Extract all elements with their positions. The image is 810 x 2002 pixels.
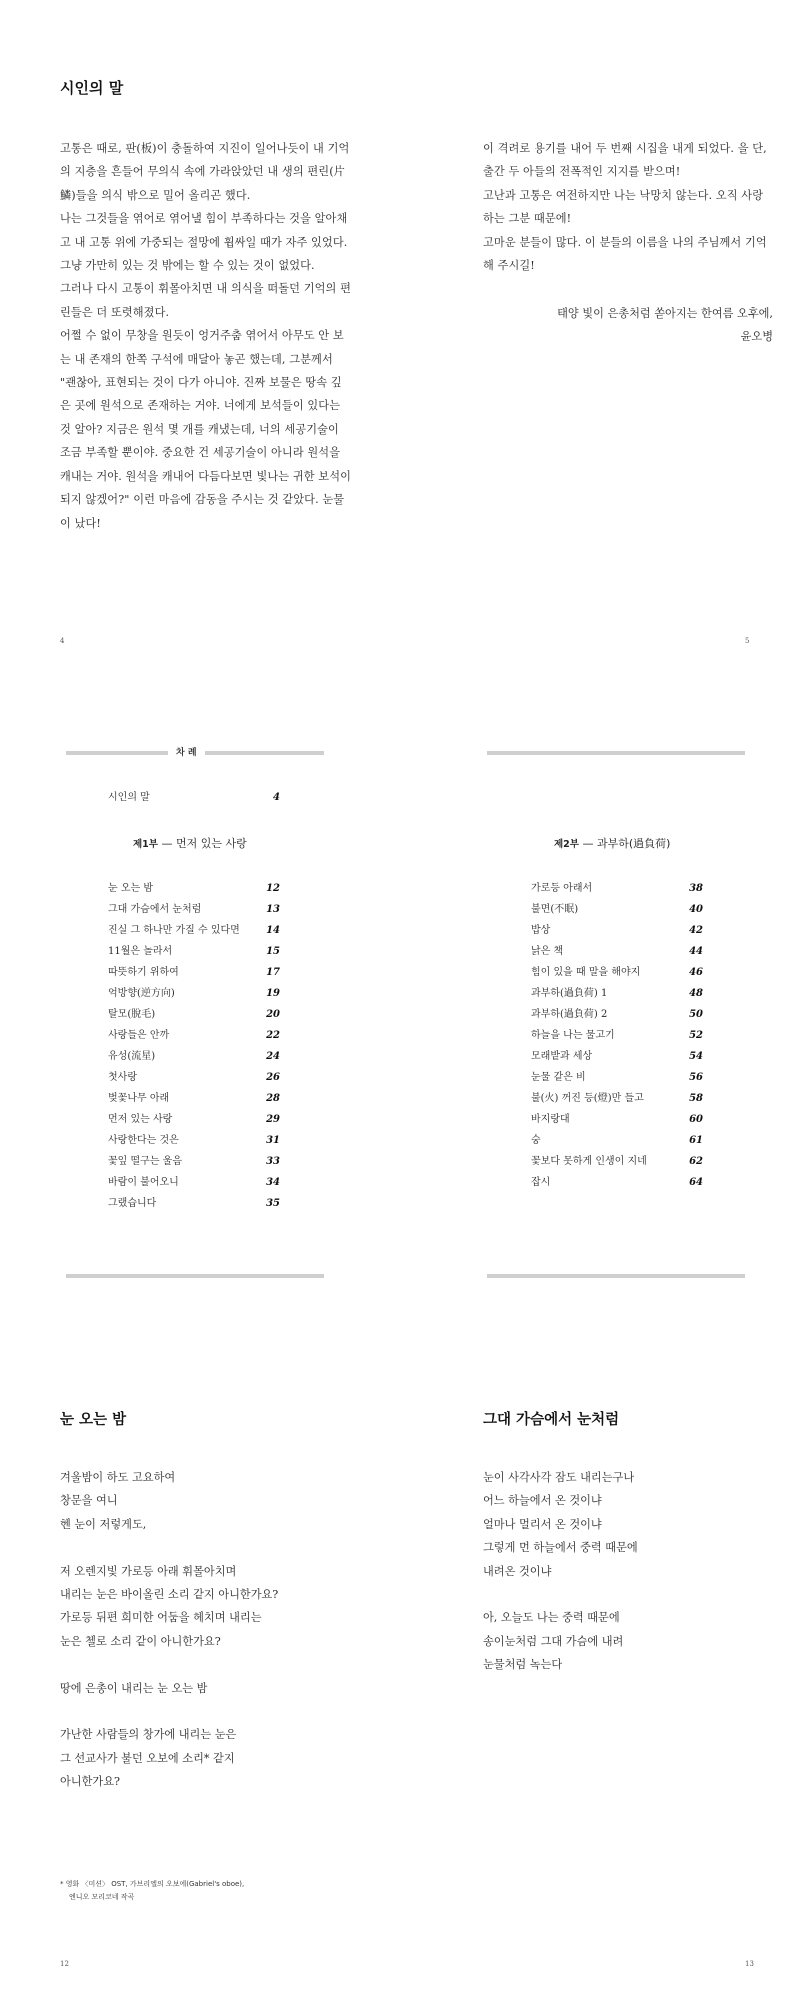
footnote (60, 1878, 360, 1904)
toc-entry-page: 44 (689, 946, 703, 957)
toc-entry[interactable] (108, 1088, 280, 1109)
poem-line: 아니한가요? (60, 1775, 121, 1789)
part-number: 제1부 (133, 839, 158, 850)
preface-left-page (0, 0, 405, 700)
toc-entry-title: 과부하(過負荷) 2 (531, 1009, 608, 1020)
toc-entry[interactable] (108, 899, 280, 920)
part-title: 먼저 있는 사랑 (175, 837, 247, 850)
poem-line: 땅에 은총이 내리는 눈 오는 밤 (60, 1681, 208, 1695)
toc-entry-page: 50 (689, 1009, 703, 1020)
toc-entry-title: 밥상 (531, 925, 551, 936)
paragraph: 이 격려로 용기를 내어 두 번째 시집을 내게 되었다. 을 단, 출간 두 아들의 전폭적인 지지를 받으며! (483, 142, 767, 179)
paragraph: 나는 그것들을 엮어로 엮어낼 힘이 부족하다는 것을 알아채고 내 고통 위에 가중되는 절망에 휩싸일 때가 자주 있었다. (60, 212, 348, 249)
toc-entry[interactable] (108, 1067, 280, 1088)
toc-entry-page: 62 (689, 1156, 703, 1167)
toc-entry[interactable] (531, 983, 703, 1004)
toc-entry-page: 19 (266, 988, 280, 999)
toc-entry-page: 54 (689, 1051, 703, 1062)
paragraph: 고난과 고통은 여전하지만 나는 낙망치 않는다. 오직 사랑하는 그분 때문에! (483, 188, 764, 226)
poem-right-page (405, 1340, 810, 2002)
poem-body (60, 1466, 360, 1793)
preface-title: 시인의 말 (60, 79, 124, 97)
toc-entry-page: 56 (689, 1072, 703, 1083)
toc-entry-page: 29 (266, 1114, 280, 1125)
poem-line: 아, 오늘도 나는 중력 때문에 (483, 1611, 620, 1625)
poem-title: 눈 오는 밤 (60, 1412, 127, 1428)
toc-entry-page: 14 (266, 925, 280, 936)
toc-entry-page: 22 (266, 1030, 280, 1041)
toc-entry-title: 바람이 불어오니 (108, 1177, 179, 1188)
toc-entry[interactable] (531, 920, 703, 941)
toc-right-page (405, 700, 810, 1340)
part-dash: — (161, 837, 173, 850)
toc-entry-title: 벚꽃나무 아래 (108, 1093, 170, 1104)
toc-entry-title: 억방향(逆方向) (108, 988, 175, 999)
page-number: 5 (745, 637, 750, 645)
poem-line: 어느 하늘에서 온 것이냐 (483, 1494, 602, 1508)
poem-line: 저 오렌지빛 가로등 아래 휘몰아치며 (60, 1564, 237, 1578)
toc-entry[interactable] (108, 1109, 280, 1130)
toc-entry-page: 4 (273, 792, 280, 803)
toc-entry-title: 그대 가슴에서 눈처럼 (108, 904, 202, 915)
toc-entry-title: 사랑한다는 것은 (108, 1135, 179, 1146)
toc-entry-title: 탈모(脫毛) (108, 1009, 156, 1020)
poem-line: 가난한 사람들의 창가에 내리는 눈은 (60, 1728, 237, 1742)
preface-signature (483, 302, 773, 349)
toc-entry-title: 잡시 (531, 1177, 551, 1188)
toc-entry[interactable] (108, 1004, 280, 1025)
toc-entry[interactable] (531, 1067, 703, 1088)
poem-body (483, 1466, 783, 1677)
toc-entry-title: 과부하(過負荷) 1 (531, 988, 608, 999)
poem-line: 창문을 여니 (60, 1494, 118, 1508)
toc-entry-title: 불면(不眠) (531, 904, 579, 915)
toc-entry-page: 52 (689, 1030, 703, 1041)
page-number: 13 (745, 1960, 754, 1968)
footnote-text: 영화 〈미션〉 OST, 가브리엘의 오보에(Gabriel's oboe), (65, 1880, 245, 1888)
part-dash: — (582, 837, 594, 850)
toc-entry[interactable] (531, 1130, 703, 1151)
toc-entry-page: 26 (266, 1072, 280, 1083)
paragraph: 그냥 가만히 있는 것 밖에는 할 수 있는 것이 없었다. (60, 259, 315, 273)
preface-spread (0, 0, 810, 700)
toc-entry-title: 낡은 책 (531, 946, 564, 957)
footnote-mark: * (60, 1880, 64, 1888)
toc-entry-title: 유성(流星) (108, 1051, 156, 1062)
toc-entry-title: 가로등 아래서 (531, 883, 593, 894)
toc-entry-page: 64 (689, 1177, 703, 1188)
toc-entry[interactable] (108, 1130, 280, 1151)
paragraph: 어쩔 수 없이 무창을 원듯이 엉거주춤 엮어서 아무도 안 보는 내 존재의 한쪽 구석에 매달아 놓곤 했는데, 그분께서 "괜찮아, 표현되는 것이 다가 아니야. 진짜 보물은 땅속 깊은 곳에 원석으로 존재하는 거야. 너에게 보석들이 있다는 것 알아? 지금은 원석 몇 개를 캐냈는데, 너의 세공기술이 조금 부족할 뿐이야. 중요한 건 세공기술이 아니라 원석을 캐내는 거야. 원석을 캐내어 다듬다보면 빛나는 귀한 보석이 되지 않겠어?" 이런 마음에 감동을 주시는 것 같았다. 눈물이 났다! (60, 329, 352, 530)
toc-entry-title: 바지랑대 (531, 1114, 570, 1125)
toc-entry-page: 12 (266, 883, 280, 894)
toc-entry-title: 사랑들은 안까 (108, 1030, 170, 1041)
toc-entry-page: 40 (689, 904, 703, 915)
toc-entry-page: 38 (689, 883, 703, 894)
poem-left-page (0, 1340, 405, 2002)
poem-line: 내리는 눈은 바이올린 소리 같지 아니한가요? (60, 1587, 279, 1601)
toc-entry-title: 눈물 같은 비 (531, 1072, 586, 1083)
toc-entry-title: 모래밭과 세상 (531, 1051, 593, 1062)
poems-spread (0, 1340, 810, 2002)
toc-entry-title: 꽃보다 못하게 인생이 지네 (531, 1156, 647, 1167)
toc-entry-title: 눈 오는 밤 (108, 883, 153, 894)
poem-line: 가로등 뒤편 희미한 어둠을 헤치며 내리는 (60, 1611, 262, 1625)
toc-entry[interactable] (531, 1172, 703, 1193)
toc-entry-title: 시인의 말 (108, 792, 150, 803)
toc-entry-page: 13 (266, 904, 280, 915)
toc-entry[interactable] (531, 941, 703, 962)
toc-entry-title: 힘이 있을 때 말을 해야지 (531, 967, 641, 978)
poem-title: 그대 가슴에서 눈처럼 (483, 1412, 620, 1428)
toc-entry-page: 34 (266, 1177, 280, 1188)
toc-entry[interactable] (108, 1151, 280, 1172)
toc-entry[interactable] (108, 1025, 280, 1046)
paragraph: 고통은 때로, 판(板)이 충돌하여 지진이 일어나듯이 내 기억의 지층을 흔들어 무의식 속에 가라앉았던 내 생의 편린(片鱗)들을 의식 밖으로 밀어 올리곤 했다. (60, 142, 350, 202)
toc-entry[interactable] (531, 1088, 703, 1109)
part1-heading (133, 835, 247, 851)
poem-line: 눈물처럼 녹는다 (483, 1658, 563, 1672)
part2-heading (554, 835, 670, 851)
toc-entry-page: 61 (689, 1135, 703, 1146)
preface-left-text (60, 137, 352, 535)
toc-entry[interactable] (531, 1025, 703, 1046)
page-number: 4 (60, 637, 65, 645)
toc-entry[interactable] (108, 787, 280, 808)
toc-entry-page: 60 (689, 1114, 703, 1125)
toc-entry[interactable] (531, 878, 703, 899)
toc-entry[interactable] (108, 920, 280, 941)
toc-entry-page: 20 (266, 1009, 280, 1020)
footnote-line (60, 1878, 360, 1891)
toc-entry-title: 불(火) 꺼진 등(燈)만 들고 (531, 1093, 644, 1104)
toc-entry-title: 숭 (531, 1135, 541, 1146)
preface-right-text (483, 137, 773, 277)
toc-bottom-rule (487, 1274, 745, 1278)
poem-line: 그 선교사가 불던 오보에 소리* 같지 (60, 1751, 235, 1765)
toc-entry-page: 48 (689, 988, 703, 999)
toc-entry-page: 31 (266, 1135, 280, 1146)
toc-entry-page: 33 (266, 1156, 280, 1167)
paragraph: 그러나 다시 고통이 휘몰아치면 내 의식을 떠돌던 기억의 편린들은 더 또렷해졌다. (60, 282, 352, 319)
toc-top-rule (487, 751, 745, 755)
poem-line: 내려온 것이냐 (483, 1564, 552, 1578)
toc-label: 차 례 (168, 745, 205, 758)
toc-entry[interactable] (108, 1046, 280, 1067)
signature-name: 윤오병 (740, 330, 773, 344)
toc-entry-title: 하늘을 나는 물고기 (531, 1030, 615, 1041)
toc-entry[interactable] (108, 1193, 280, 1214)
toc-entry-page: 58 (689, 1093, 703, 1104)
toc-entry-title: 꽃잎 떨구는 울음 (108, 1156, 182, 1167)
toc-spread (0, 700, 810, 1340)
toc-entry[interactable] (108, 878, 280, 899)
toc-entry[interactable] (531, 1046, 703, 1067)
toc-entry-title: 11월은 놀라서 (108, 946, 173, 957)
toc-entry-page: 35 (266, 1198, 280, 1209)
poem-line: 겨울밤이 하도 고요하여 (60, 1471, 176, 1484)
toc-entry[interactable] (108, 962, 280, 983)
toc-entry[interactable] (108, 1172, 280, 1193)
toc-entry-title: 먼저 있는 사랑 (108, 1114, 173, 1125)
toc-entry[interactable] (108, 983, 280, 1004)
footnote-line: 엔니오 모리코네 작곡 (69, 1893, 135, 1901)
toc-left-page (0, 700, 405, 1340)
page-number: 12 (60, 1960, 69, 1968)
signature-date: 태양 빛이 은총처럼 쏟아지는 한여름 오후에, (557, 307, 773, 320)
toc-entry-title: 진실 그 하나만 가질 수 있다면 (108, 925, 240, 936)
toc-entry-page: 28 (266, 1093, 280, 1104)
paragraph: 고마운 분들이 많다. 이 분들의 이름을 나의 주님께서 기억해 주시길! (483, 235, 767, 273)
toc-entry-title: 따뜻하기 위하여 (108, 967, 179, 978)
preface-right-page (405, 0, 810, 700)
poem-line: 그렇게 먼 하늘에서 중력 때문에 (483, 1541, 638, 1555)
poem-line: 눈이 사각사각 잠도 내리는구나 (483, 1471, 635, 1484)
toc-entry-page: 24 (266, 1051, 280, 1062)
part-number: 제2부 (554, 839, 579, 850)
toc-entry[interactable] (531, 1004, 703, 1025)
toc-entry-page: 15 (266, 946, 280, 957)
toc-entry-page: 17 (266, 967, 280, 978)
toc-entry-page: 42 (689, 925, 703, 936)
toc-entry[interactable] (531, 1151, 703, 1172)
poem-line: 눈은 첼로 소리 같이 아니한가요? (60, 1634, 221, 1648)
toc-entry-page: 46 (689, 967, 703, 978)
part-title: 과부하(過負荷) (596, 837, 671, 850)
poem-line: 송이눈처럼 그대 가슴에 내려 (483, 1634, 624, 1648)
toc-entry[interactable] (531, 1109, 703, 1130)
toc-entry[interactable] (108, 941, 280, 962)
toc-entry[interactable] (531, 962, 703, 983)
poem-line: 얼마나 멀리서 온 것이냐 (483, 1517, 602, 1531)
toc-bottom-rule (66, 1274, 324, 1278)
poem-line: 헨 눈이 저렇게도, (60, 1517, 147, 1531)
toc-entry-title: 그랬습니다 (108, 1198, 157, 1209)
toc-entry-title: 첫사랑 (108, 1072, 137, 1083)
toc-entry[interactable] (531, 899, 703, 920)
